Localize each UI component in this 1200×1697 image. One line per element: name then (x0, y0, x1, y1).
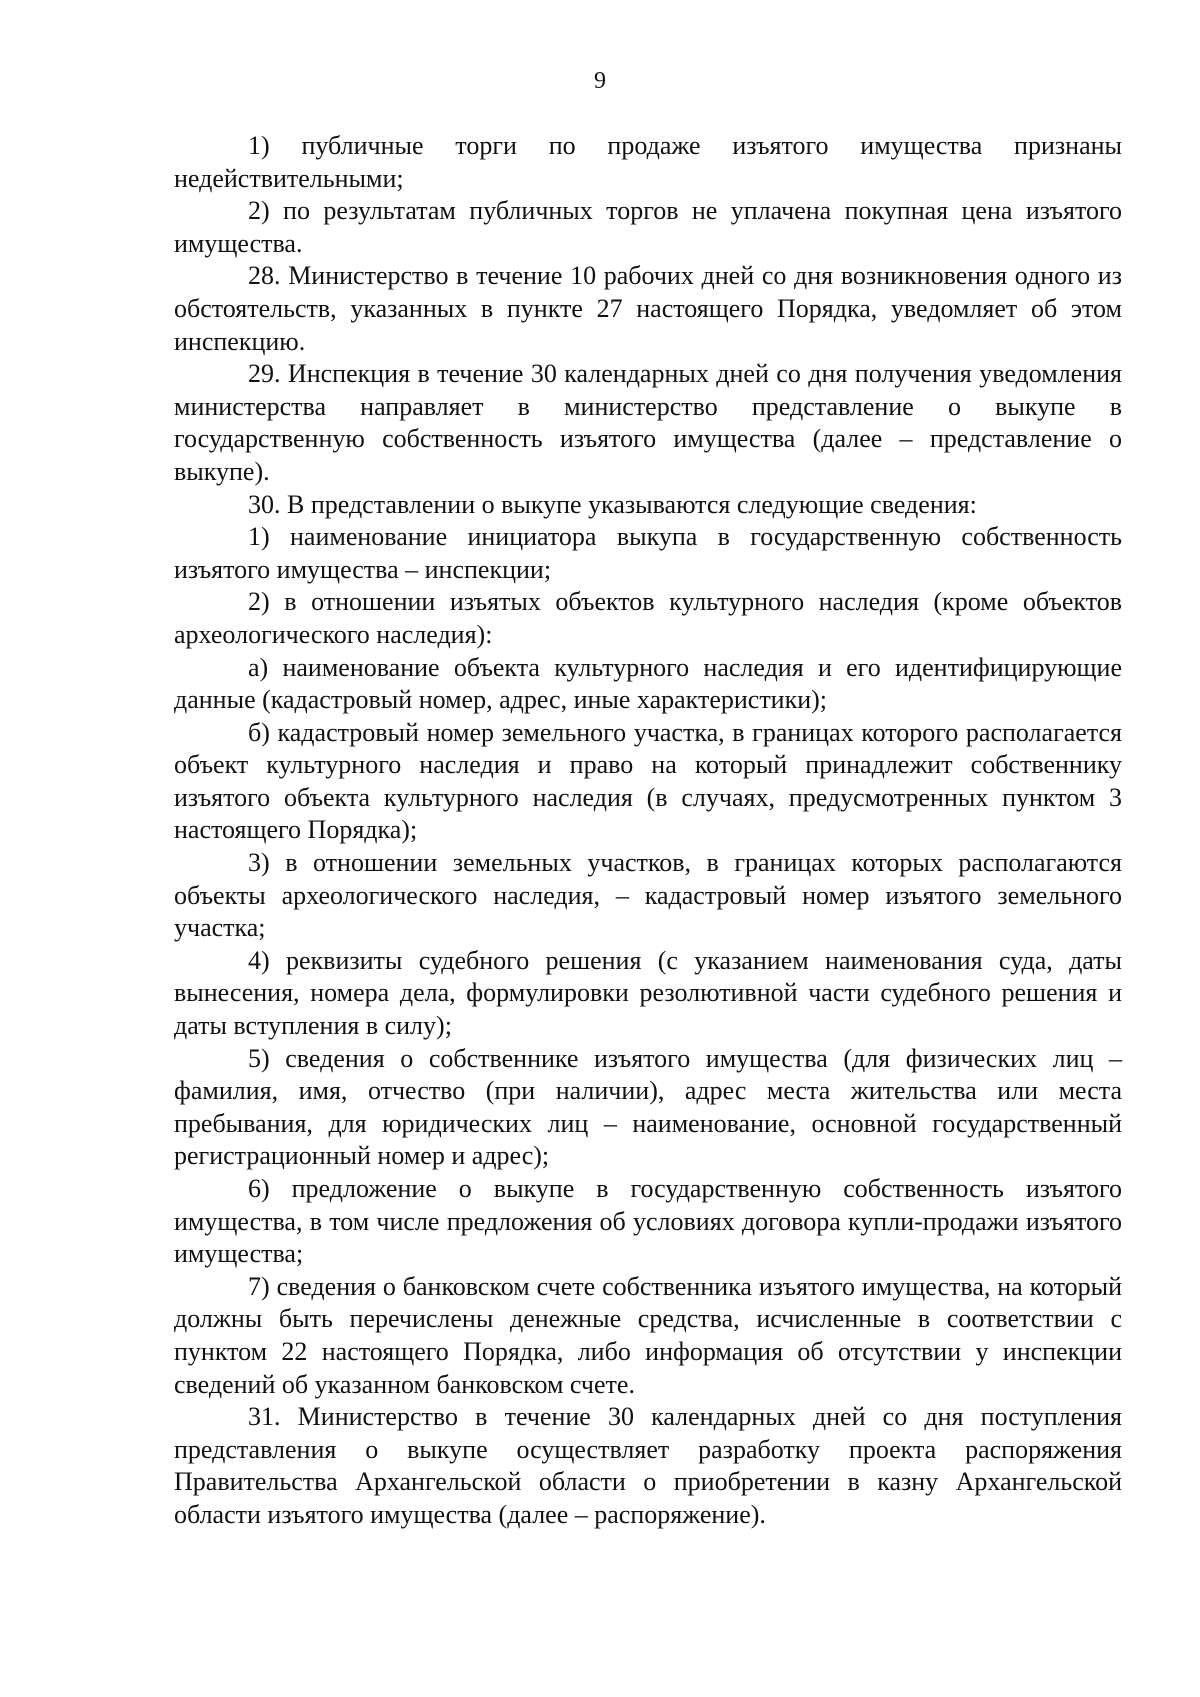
page-number: 9 (594, 68, 606, 94)
paragraph-clause-30-item-2: 2) в отношении изъятых объектов культурного наследия (кроме объектов археологического наследия): (174, 587, 1122, 649)
paragraph-clause-30-item-5: 5) сведения о собственнике изъятого имущества (для физических лиц – фамилия, имя, отчество (при наличии), адрес места жительства или места пребывания, для юридических лиц – наименование, основной государственный регистрационный номер и адрес); (174, 1043, 1122, 1171)
paragraph-clause-30-item-7: 7) сведения о банковском счете собственника изъятого имущества, на который должны быть перечислены денежные средства, исчисленные в соответствии с пунктом 22 настоящего Порядка, либо информация об отсутствии у инспекции сведений об указанном банковском счете. (174, 1271, 1122, 1399)
paragraph-clause-29: 29. Инспекция в течение 30 календарных дней со дня получения уведомления министерства направляет в министерство представление о выкупе в государственную собственность изъятого имущества (далее – представление о выкупе). (174, 359, 1122, 486)
paragraph-item-1-torgi-invalid: 1) публичные торги по продаже изъятого имущества признаны недействительными; (174, 131, 1122, 193)
paragraph-clause-28: 28. Министерство в течение 10 рабочих дней со дня возникновения одного из обстоятельств, указанных в пункте 27 настоящего Порядка, уведомляет об этом инспекцию. (174, 261, 1122, 356)
paragraph-clause-30: 30. В представлении о выкупе указываются следующие сведения: (248, 489, 977, 519)
paragraph-clause-30-item-1: 1) наименование инициатора выкупа в государственную собственность изъятого имущества – инспекции; (174, 522, 1122, 584)
paragraph-clause-30-item-3: 3) в отношении земельных участков, в границах которых располагаются объекты археологического наследия, – кадастровый номер изъятого земельного участка; (174, 848, 1122, 943)
paragraph-clause-30-item-6: 6) предложение о выкупе в государственную собственность изъятого имущества, в том числе предложения об условиях договора купли-продажи изъятого имущества; (174, 1174, 1122, 1269)
paragraph-item-2-price-unpaid: 2) по результатам публичных торгов не уплачена покупная цена изъятого имущества. (174, 196, 1122, 258)
paragraph-clause-30-item-4: 4) реквизиты судебного решения (с указанием наименования суда, даты вынесения, номера дела, формулировки резолютивной части судебного решения и даты вступления в силу); (174, 945, 1122, 1041)
paragraph-clause-31: 31. Министерство в течение 30 календарных дней со дня поступления представления о выкупе осуществляет разработку проекта распоряжения Правительства Архангельской области о приобретении в казну Архангельской области изъятого имущества (далее – распоряжение). (174, 1402, 1122, 1529)
paragraph-clause-30-item-2b: б) кадастровый номер земельного участка, в границах которого располагается объект культурного наследия и право на который принадлежит собственнику изъятого объекта культурного наследия (в случаях, предусмотренных пунктом 3 настоящего Порядка); (174, 717, 1122, 845)
paragraph-clause-30-item-2a: а) наименование объекта культурного наследия и его идентифицирующие данные (кадастровый номер, адрес, иные характеристики); (174, 652, 1122, 715)
document-body (174, 130, 1122, 1532)
